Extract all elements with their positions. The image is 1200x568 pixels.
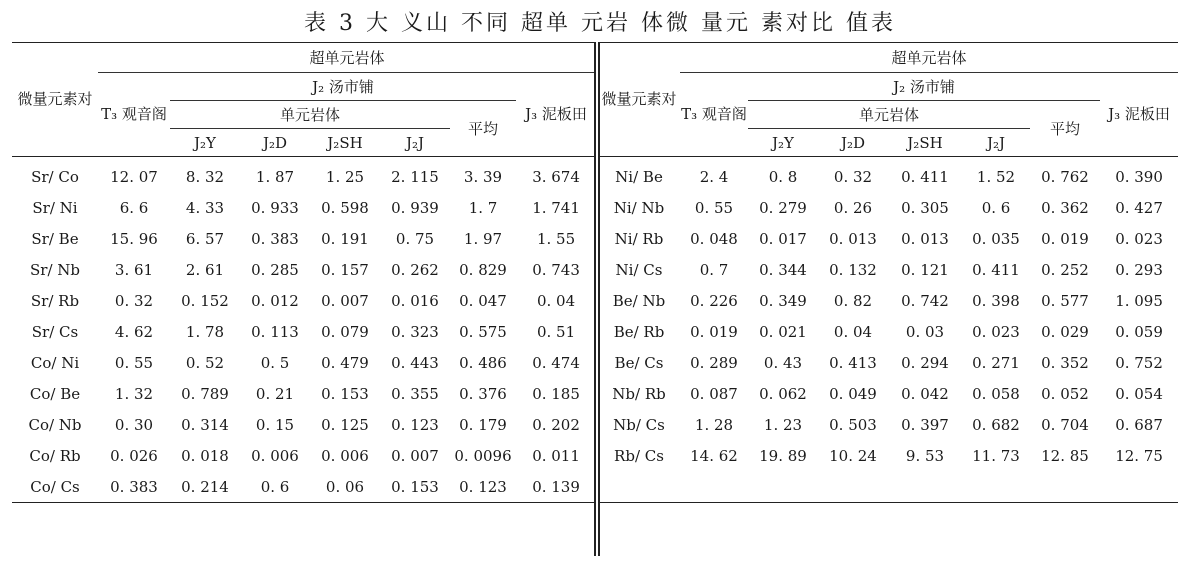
table-row (598, 223, 1178, 254)
value-cell: 0. 113 (251, 322, 299, 341)
value-cell: 0. 21 (255, 384, 295, 403)
j2d-header: J₂D (262, 133, 288, 152)
nibantian-header: J₃ 泥板田 (525, 105, 587, 123)
value-cell: 0. 939 (391, 198, 439, 217)
superunit-header: 超单元岩体 (680, 43, 1178, 73)
value-cell: 0. 474 (532, 353, 580, 372)
value-cell: 0. 021 (759, 322, 807, 341)
guanyinge-header: T₃ 观音阁 (101, 105, 167, 123)
value-cell: 1. 741 (532, 198, 580, 217)
element-pair-cell: Ni/ Be (598, 157, 680, 193)
value-cell: 0. 305 (901, 198, 949, 217)
value-cell: 0. 762 (1030, 157, 1100, 193)
element-pair-cell: Be/ Nb (612, 291, 666, 310)
value-cell: 0. 789 (181, 384, 229, 403)
value-cell: 0. 294 (901, 353, 949, 372)
value-cell: 0. 016 (391, 291, 439, 310)
value-cell: 0. 271 (972, 353, 1020, 372)
value-cell: 0. 397 (901, 415, 949, 434)
value-cell: 0. 007 (391, 446, 439, 465)
element-pair-cell (598, 471, 680, 503)
pair-header: 微量元素对 (598, 43, 680, 157)
value-cell: 0. 059 (1115, 322, 1163, 341)
value-cell: 0. 55 (114, 353, 154, 372)
element-pair-cell: Nb/ Cs (613, 415, 665, 434)
j2y-header: J₂Y (194, 133, 216, 152)
value-cell: 0. 344 (759, 260, 807, 279)
guanyinge-header: T₃ 观音阁 (681, 105, 747, 123)
value-cell: 0. 029 (1041, 322, 1089, 341)
value-cell: 1. 095 (1115, 291, 1163, 310)
double-divider-line (594, 42, 596, 556)
value-cell: 0. 398 (972, 291, 1020, 310)
value-cell: 0. 598 (321, 198, 369, 217)
value-cell: 0. 006 (321, 446, 369, 465)
value-cell: 0. 023 (972, 322, 1020, 341)
value-cell: 0. 153 (321, 384, 369, 403)
value-cell: 3. 674 (516, 157, 596, 193)
value-cell: 0. 411 (888, 157, 962, 193)
value-cell: 0. 006 (251, 446, 299, 465)
j2j-header: J₂J (405, 133, 425, 152)
right-table-body (598, 157, 1178, 503)
value-cell: 0. 04 (536, 291, 576, 310)
table-row (12, 157, 596, 193)
table-row (598, 409, 1178, 440)
value-cell: 3. 39 (450, 157, 516, 193)
value-cell: 0. 7 (699, 260, 729, 279)
value-cell: 0. 012 (251, 291, 299, 310)
element-pair-cell: Be/ Cs (614, 353, 664, 372)
value-cell: 0. 752 (1115, 353, 1163, 372)
value-cell: 0. 577 (1041, 291, 1089, 310)
value-cell: 0. 362 (1041, 198, 1089, 217)
value-cell: 0. 052 (1041, 384, 1089, 403)
element-pair-cell: Sr/ Cs (31, 322, 79, 341)
value-cell: 0. 121 (901, 260, 949, 279)
value-cell: 1. 87 (240, 157, 310, 193)
value-cell: 0. 011 (532, 446, 580, 465)
unit-header: 单元岩体 (748, 101, 1030, 129)
value-cell: 0. 352 (1041, 353, 1089, 372)
table-row (598, 347, 1178, 378)
value-cell: 0. 048 (690, 229, 738, 248)
table-row (12, 316, 596, 347)
value-cell: 1. 23 (763, 415, 803, 434)
value-cell: 0. 323 (391, 322, 439, 341)
value-cell: 0. 042 (901, 384, 949, 403)
element-pair-cell: Ni/ Cs (615, 260, 663, 279)
value-cell (1100, 471, 1178, 503)
value-cell: 0. 139 (516, 471, 596, 503)
value-cell: 0. 279 (759, 198, 807, 217)
value-cell: 0. 5 (260, 353, 290, 372)
value-cell: 0. 355 (391, 384, 439, 403)
table-caption: 表 3 大 义山 不同 超单 元岩 体微 量元 素对比 值表 (304, 11, 896, 36)
right-data-table (598, 42, 1178, 503)
value-cell: 10. 24 (829, 446, 877, 465)
j2sh-header: J₂SH (327, 133, 363, 152)
value-cell: 0. 829 (459, 260, 507, 279)
value-cell: 11. 73 (972, 446, 1020, 465)
table-row (12, 223, 596, 254)
value-cell: 0. 013 (829, 229, 877, 248)
value-cell (1030, 471, 1100, 503)
value-cell: 0. 32 (818, 157, 888, 193)
value-cell: 0. 03 (905, 322, 945, 341)
value-cell: 0. 285 (251, 260, 299, 279)
value-cell: 0. 152 (181, 291, 229, 310)
table-row (12, 409, 596, 440)
value-cell: 0. 153 (380, 471, 450, 503)
value-cell: 2. 115 (380, 157, 450, 193)
table-row (12, 285, 596, 316)
value-cell: 1. 97 (463, 229, 503, 248)
element-pair-cell: Sr/ Ni (32, 198, 78, 217)
value-cell: 0. 007 (321, 291, 369, 310)
value-cell: 0. 26 (833, 198, 873, 217)
value-cell: 1. 55 (536, 229, 576, 248)
value-cell: 0. 023 (1115, 229, 1163, 248)
value-cell: 0. 82 (833, 291, 873, 310)
unit-header: 单元岩体 (170, 101, 450, 129)
j2j-header: J₂J (986, 133, 1006, 152)
table-row (598, 316, 1178, 347)
value-cell: 0. 079 (321, 322, 369, 341)
value-cell: 19. 89 (759, 446, 807, 465)
table-row (598, 254, 1178, 285)
value-cell: 15. 96 (110, 229, 158, 248)
value-cell: 4. 33 (185, 198, 225, 217)
value-cell: 0. 252 (1041, 260, 1089, 279)
value-cell: 0. 390 (1100, 157, 1178, 193)
left-table-body (12, 157, 596, 503)
value-cell: 0. 185 (532, 384, 580, 403)
element-pair-cell: Co/ Cs (12, 471, 98, 503)
value-cell: 12. 75 (1115, 446, 1163, 465)
value-cell: 0. 026 (110, 446, 158, 465)
value-cell (962, 471, 1030, 503)
value-cell: 0. 179 (459, 415, 507, 434)
value-cell: 12. 85 (1041, 446, 1089, 465)
value-cell: 0. 04 (833, 322, 873, 341)
element-pair-cell: Be/ Rb (613, 322, 665, 341)
value-cell: 0. 289 (690, 353, 738, 372)
value-cell: 4. 62 (114, 322, 154, 341)
value-cell: 0. 157 (321, 260, 369, 279)
table-row (598, 471, 1178, 503)
element-pair-cell: Co/ Nb (28, 415, 82, 434)
superunit-header: 超单元岩体 (98, 43, 596, 73)
value-cell: 0. 0096 (454, 446, 512, 465)
value-cell: 0. 019 (1041, 229, 1089, 248)
element-pair-cell: Ni/ Nb (613, 198, 665, 217)
value-cell: 0. 427 (1115, 198, 1163, 217)
value-cell: 0. 51 (536, 322, 576, 341)
value-cell: 0. 933 (251, 198, 299, 217)
value-cell: 6. 57 (185, 229, 225, 248)
value-cell: 0. 32 (114, 291, 154, 310)
value-cell: 1. 25 (310, 157, 380, 193)
element-pair-cell: Sr/ Be (31, 229, 79, 248)
value-cell: 0. 191 (321, 229, 369, 248)
value-cell: 0. 062 (759, 384, 807, 403)
value-cell: 0. 6 (981, 198, 1011, 217)
nibantian-header: J₃ 泥板田 (1108, 105, 1170, 123)
table-row (598, 285, 1178, 316)
j2sh-header: J₂SH (907, 133, 943, 152)
value-cell: 8. 32 (170, 157, 240, 193)
value-cell (818, 471, 888, 503)
value-cell: 0. 047 (459, 291, 507, 310)
element-pair-cell: Sr/ Co (12, 157, 98, 193)
value-cell: 0. 214 (170, 471, 240, 503)
value-cell: 0. 058 (972, 384, 1020, 403)
value-cell: 0. 479 (321, 353, 369, 372)
value-cell: 0. 383 (98, 471, 170, 503)
value-cell: 0. 15 (255, 415, 295, 434)
value-cell: 14. 62 (690, 446, 738, 465)
value-cell: 0. 486 (459, 353, 507, 372)
value-cell: 1. 7 (468, 198, 498, 217)
j2y-header: J₂Y (772, 133, 794, 152)
value-cell: 0. 43 (763, 353, 803, 372)
value-cell: 0. 019 (690, 322, 738, 341)
tangshipu-header: J₂ 汤市铺 (748, 73, 1100, 101)
value-cell: 0. 743 (532, 260, 580, 279)
value-cell: 0. 75 (395, 229, 435, 248)
value-cell: 9. 53 (905, 446, 945, 465)
value-cell: 0. 6 (240, 471, 310, 503)
value-cell: 0. 383 (251, 229, 299, 248)
table-row (12, 440, 596, 471)
avg-header: 平均 (467, 120, 498, 138)
value-cell: 0. 314 (181, 415, 229, 434)
value-cell: 0. 226 (690, 291, 738, 310)
table-row (12, 192, 596, 223)
element-pair-cell: Ni/ Rb (614, 229, 664, 248)
value-cell: 0. 55 (694, 198, 734, 217)
value-cell: 3. 61 (114, 260, 154, 279)
avg-header: 平均 (1049, 120, 1080, 138)
value-cell: 0. 087 (690, 384, 738, 403)
value-cell: 0. 017 (759, 229, 807, 248)
table-row (12, 471, 596, 503)
element-pair-cell: Co/ Be (29, 384, 81, 403)
value-cell (680, 471, 748, 503)
value-cell: 0. 123 (450, 471, 516, 503)
value-cell: 0. 202 (532, 415, 580, 434)
value-cell: 0. 742 (901, 291, 949, 310)
pair-header: 微量元素对 (12, 43, 98, 157)
value-cell: 0. 123 (391, 415, 439, 434)
value-cell: 2. 61 (185, 260, 225, 279)
value-cell (888, 471, 962, 503)
element-pair-cell: Co/ Ni (30, 353, 80, 372)
value-cell: 0. 575 (459, 322, 507, 341)
value-cell: 0. 049 (829, 384, 877, 403)
tangshipu-header: J₂ 汤市铺 (170, 73, 516, 101)
value-cell: 0. 013 (901, 229, 949, 248)
value-cell: 0. 411 (972, 260, 1020, 279)
value-cell: 0. 018 (181, 446, 229, 465)
value-cell: 1. 32 (114, 384, 154, 403)
value-cell: 0. 349 (759, 291, 807, 310)
table-row (598, 157, 1178, 193)
value-cell: 1. 52 (962, 157, 1030, 193)
table-row (12, 378, 596, 409)
value-cell: 0. 682 (972, 415, 1020, 434)
table-row (598, 378, 1178, 409)
value-cell: 0. 443 (391, 353, 439, 372)
value-cell: 0. 132 (829, 260, 877, 279)
value-cell: 2. 4 (680, 157, 748, 193)
value-cell: 0. 503 (829, 415, 877, 434)
element-pair-cell: Sr/ Nb (30, 260, 80, 279)
value-cell: 0. 06 (310, 471, 380, 503)
element-pair-cell: Rb/ Cs (614, 446, 664, 465)
value-cell: 0. 054 (1115, 384, 1163, 403)
value-cell: 0. 413 (829, 353, 877, 372)
value-cell: 0. 125 (321, 415, 369, 434)
value-cell: 0. 8 (748, 157, 818, 193)
element-pair-cell: Co/ Rb (29, 446, 81, 465)
j2d-header: J₂D (840, 133, 866, 152)
left-data-table (12, 42, 596, 503)
value-cell: 0. 52 (185, 353, 225, 372)
element-pair-cell: Nb/ Rb (612, 384, 666, 403)
value-cell: 0. 262 (391, 260, 439, 279)
value-cell: 12. 07 (98, 157, 170, 193)
table-row (12, 254, 596, 285)
element-pair-cell: Sr/ Rb (30, 291, 80, 310)
value-cell: 0. 293 (1115, 260, 1163, 279)
value-cell: 1. 28 (694, 415, 734, 434)
value-cell: 6. 6 (119, 198, 149, 217)
table-row (598, 192, 1178, 223)
value-cell: 0. 376 (459, 384, 507, 403)
table-row (12, 347, 596, 378)
value-cell: 0. 687 (1115, 415, 1163, 434)
value-cell: 0. 704 (1041, 415, 1089, 434)
value-cell: 0. 035 (972, 229, 1020, 248)
table-row (598, 440, 1178, 471)
value-cell (748, 471, 818, 503)
value-cell: 1. 78 (185, 322, 225, 341)
value-cell: 0. 30 (114, 415, 154, 434)
